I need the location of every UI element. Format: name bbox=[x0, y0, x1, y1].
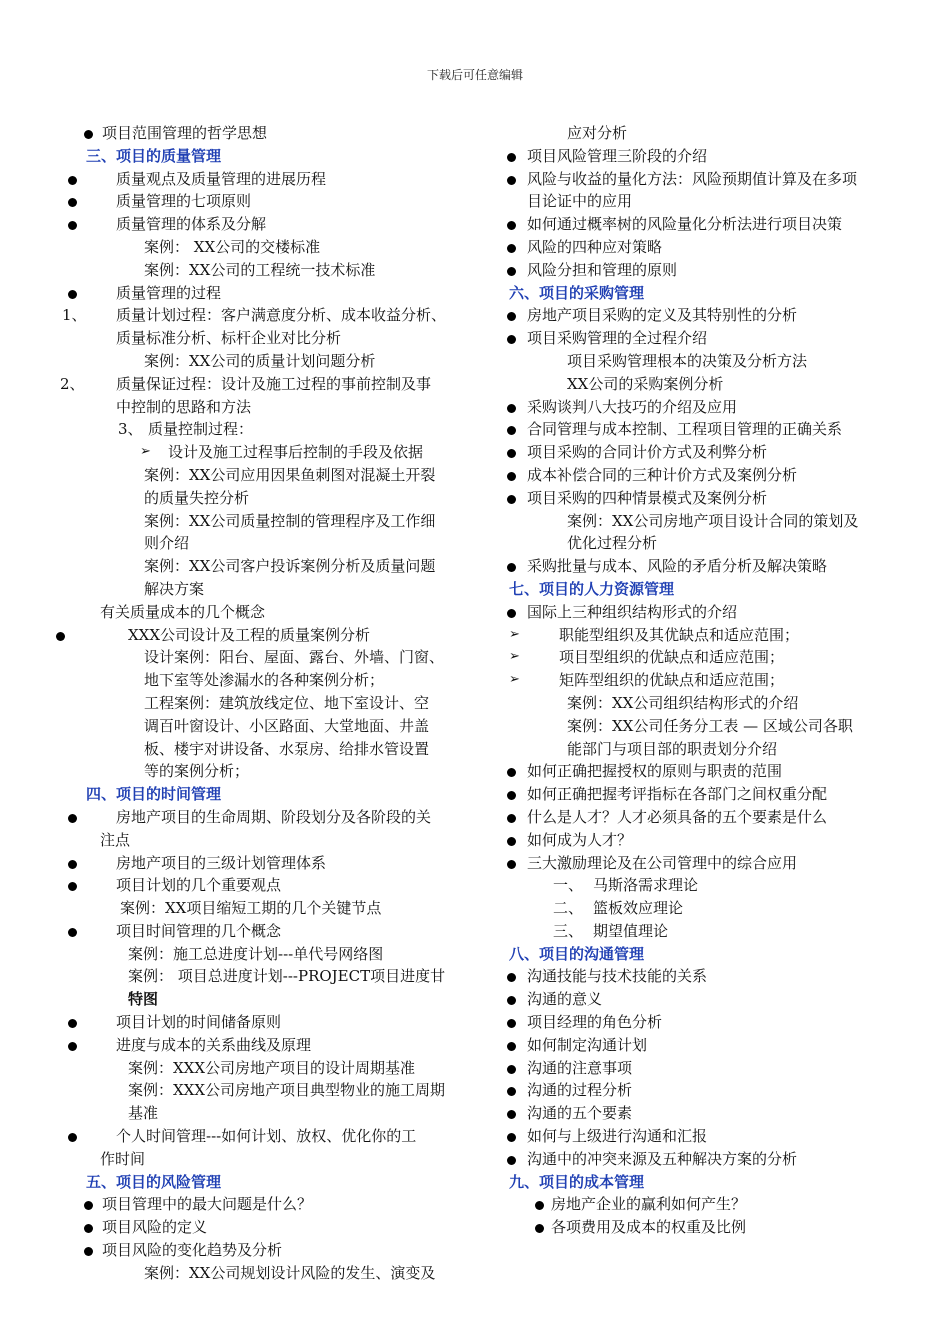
item-text: 地下室等处渗漏水的各种案例分析； bbox=[144, 671, 385, 690]
item-text: 质量控制过程： bbox=[148, 420, 254, 439]
bullet-item bbox=[54, 920, 464, 943]
item-text: 房地产项目采购的定义及其特别性的分析 bbox=[527, 306, 798, 325]
item-number: 3、 bbox=[118, 420, 143, 439]
bullet-icon bbox=[535, 1224, 544, 1233]
text-line bbox=[54, 988, 464, 1011]
section-title: 三、项目的质量管理 bbox=[86, 146, 222, 165]
item-text: 案例：XX公司房地产项目设计合同的策划及 bbox=[567, 511, 859, 530]
item-text: 质量标准分析、标杆企业对比分析 bbox=[116, 329, 342, 348]
text-line bbox=[54, 259, 464, 282]
bullet-icon bbox=[84, 1201, 93, 1210]
bullet-item bbox=[54, 282, 464, 305]
item-text: 案例：XXX公司房地产项目的设计周期基准 bbox=[128, 1058, 416, 1077]
item-text: 项目管理中的最大问题是什么？ bbox=[102, 1195, 313, 1214]
item-text: 三大激励理论及在公司管理中的综合应用 bbox=[527, 853, 798, 872]
bullet-icon bbox=[507, 426, 516, 435]
bullet-icon bbox=[507, 1019, 516, 1028]
bullet-item bbox=[505, 441, 890, 464]
bullet-icon bbox=[507, 1156, 516, 1165]
bullet-item bbox=[505, 601, 890, 624]
item-text: 项目时间管理的几个概念 bbox=[116, 921, 282, 940]
section-title: 九、项目的成本管理 bbox=[509, 1172, 645, 1191]
bullet-icon bbox=[507, 176, 516, 185]
numbered-item bbox=[505, 874, 890, 897]
item-text: 沟通的注意事项 bbox=[527, 1058, 633, 1077]
bullet-icon bbox=[68, 882, 77, 891]
item-text: 设计及施工过程事后控制的手段及依据 bbox=[168, 443, 424, 462]
bullet-item bbox=[505, 327, 890, 350]
bullet-icon bbox=[68, 1133, 77, 1142]
bullet-icon bbox=[507, 335, 516, 344]
item-text: 等的案例分析； bbox=[144, 762, 250, 781]
section-title: 五、项目的风险管理 bbox=[86, 1172, 222, 1191]
bullet-item bbox=[505, 259, 890, 282]
item-text: 质量管理的体系及分解 bbox=[116, 215, 267, 234]
item-text: 案例：XX公司组织结构形式的介绍 bbox=[567, 693, 799, 712]
item-text: 项目风险的定义 bbox=[102, 1218, 208, 1237]
item-text: 项目计划的几个重要观点 bbox=[116, 876, 282, 895]
item-text: 采购谈判八大技巧的介绍及应用 bbox=[527, 397, 738, 416]
item-text: 板、楼宇对讲设备、水泵房、给排水管设置 bbox=[144, 739, 430, 758]
item-text: 房地产企业的赢利如何产生？ bbox=[551, 1195, 747, 1214]
item-text: 能部门与项目部的职责划分介绍 bbox=[567, 739, 778, 758]
bullet-icon bbox=[507, 153, 516, 162]
text-line bbox=[505, 373, 890, 396]
bullet-icon bbox=[507, 244, 516, 253]
bullet-icon bbox=[507, 563, 516, 572]
section-heading bbox=[505, 1171, 890, 1194]
bullet-item bbox=[505, 1011, 890, 1034]
text-line bbox=[54, 327, 464, 350]
arrow-bullet-icon: ➢ bbox=[509, 672, 520, 688]
bullet-icon bbox=[507, 495, 516, 504]
bullet-icon bbox=[68, 860, 77, 869]
item-text: 案例： XX公司的交楼标准 bbox=[144, 237, 321, 256]
bullet-item bbox=[505, 760, 890, 783]
bullet-item bbox=[505, 487, 890, 510]
bullet-item bbox=[505, 1057, 890, 1080]
item-text: 作时间 bbox=[100, 1149, 146, 1168]
item-text: 如何成为人才？ bbox=[527, 830, 633, 849]
item-text: 如何正确把握授权的原则与职责的范围 bbox=[527, 762, 783, 781]
item-number: 一、 bbox=[553, 876, 584, 895]
item-text: 项目采购的合同计价方式及利弊分析 bbox=[527, 443, 768, 462]
section-heading bbox=[54, 1171, 464, 1194]
arrow-bullet-icon: ➢ bbox=[140, 444, 151, 460]
bullet-item bbox=[505, 145, 890, 168]
arrow-item bbox=[505, 646, 890, 669]
text-line bbox=[54, 965, 464, 988]
bullet-item bbox=[54, 1034, 464, 1057]
item-text: 项目范围管理的哲学思想 bbox=[102, 124, 268, 142]
item-text: 案例：XXX公司房地产项目典型物业的施工周期 bbox=[128, 1081, 446, 1100]
bullet-icon bbox=[507, 609, 516, 618]
item-text: 如何与上级进行沟通和汇报 bbox=[527, 1127, 708, 1146]
item-text: 案例：XX公司的质量计划问题分析 bbox=[144, 351, 376, 370]
bullet-icon bbox=[507, 837, 516, 846]
bullet-item bbox=[54, 852, 464, 875]
item-text: 国际上三种组织结构形式的介绍 bbox=[527, 602, 738, 621]
numbered-item bbox=[505, 920, 890, 943]
bullet-item bbox=[505, 1125, 890, 1148]
bullet-item bbox=[54, 1216, 464, 1239]
item-text: 注点 bbox=[100, 830, 131, 849]
item-text: XX公司的采购案例分析 bbox=[567, 374, 724, 393]
text-line bbox=[54, 738, 464, 761]
arrow-item bbox=[54, 441, 464, 464]
bullet-item bbox=[54, 1193, 464, 1216]
item-text: 期望值理论 bbox=[593, 921, 669, 940]
item-text: 沟通技能与技术技能的关系 bbox=[527, 967, 708, 986]
bullet-icon bbox=[507, 768, 516, 777]
text-line bbox=[54, 943, 464, 966]
item-text: 目论证中的应用 bbox=[527, 192, 633, 211]
item-text: 案例：XX项目缩短工期的几个关键节点 bbox=[120, 899, 382, 918]
text-line bbox=[54, 532, 464, 555]
bullet-item bbox=[505, 418, 890, 441]
item-number: 2、 bbox=[60, 374, 85, 393]
bullet-icon bbox=[507, 221, 516, 230]
bullet-item bbox=[54, 190, 464, 213]
item-text: 案例：XX公司客户投诉案例分析及质量问题 bbox=[144, 557, 436, 576]
item-text: 风险分担和管理的原则 bbox=[527, 260, 678, 279]
item-text: 项目采购的四种情景模式及案例分析 bbox=[527, 488, 768, 507]
bullet-item bbox=[505, 852, 890, 875]
bullet-item bbox=[505, 236, 890, 259]
item-text: 项目风险管理三阶段的介绍 bbox=[527, 146, 708, 165]
bullet-item bbox=[505, 783, 890, 806]
item-text: 有关质量成本的几个概念 bbox=[100, 602, 266, 621]
bullet-icon bbox=[68, 814, 77, 823]
text-line bbox=[54, 578, 464, 601]
bullet-icon bbox=[84, 130, 93, 139]
bullet-icon bbox=[68, 198, 77, 207]
page-header: 下载后可任意编辑 bbox=[426, 68, 523, 82]
item-text: 沟通中的冲突来源及五种解决方案的分析 bbox=[527, 1149, 798, 1168]
text-line bbox=[54, 1148, 464, 1171]
numbered-item bbox=[54, 304, 464, 327]
bullet-item bbox=[505, 396, 890, 419]
text-line bbox=[54, 487, 464, 510]
item-text: 项目采购管理根本的决策及分析方法 bbox=[567, 351, 808, 370]
item-number: 二、 bbox=[553, 899, 584, 918]
item-text: 沟通的意义 bbox=[527, 990, 603, 1009]
section-title: 七、项目的人力资源管理 bbox=[509, 579, 675, 598]
text-line bbox=[54, 669, 464, 692]
item-text: 应对分析 bbox=[567, 124, 628, 142]
bullet-icon bbox=[507, 860, 516, 869]
item-text: 项目型组织的优缺点和适应范围； bbox=[559, 648, 785, 667]
bullet-icon bbox=[68, 290, 77, 299]
bullet-item bbox=[54, 1125, 464, 1148]
bullet-item bbox=[54, 624, 464, 647]
item-text: 则介绍 bbox=[144, 534, 190, 553]
arrow-item bbox=[505, 624, 890, 647]
item-text: 房地产项目的生命周期、阶段划分及各阶段的关 bbox=[116, 807, 432, 826]
bullet-item bbox=[505, 829, 890, 852]
item-text: 案例：XX公司的工程统一技术标准 bbox=[144, 260, 376, 279]
bullet-item bbox=[505, 988, 890, 1011]
text-line bbox=[54, 897, 464, 920]
numbered-item bbox=[54, 418, 464, 441]
item-text: 设计案例：阳台、屋面、露台、外墙、门窗、 bbox=[144, 648, 445, 667]
bullet-icon bbox=[68, 928, 77, 937]
bullet-item bbox=[54, 806, 464, 829]
bullet-icon bbox=[68, 1042, 77, 1051]
text-line bbox=[505, 122, 890, 145]
text-line bbox=[54, 350, 464, 373]
text-line bbox=[54, 829, 464, 852]
text-line bbox=[54, 1079, 464, 1102]
bullet-item bbox=[505, 1034, 890, 1057]
bullet-icon bbox=[507, 1087, 516, 1096]
bullet-icon bbox=[68, 176, 77, 185]
bullet-icon bbox=[68, 221, 77, 230]
text-line bbox=[505, 510, 890, 533]
item-number: 三、 bbox=[553, 921, 584, 940]
item-text: 项目风险的变化趋势及分析 bbox=[102, 1241, 283, 1260]
bullet-icon bbox=[507, 973, 516, 982]
bullet-item bbox=[54, 874, 464, 897]
bullet-icon bbox=[507, 472, 516, 481]
section-title: 八、项目的沟通管理 bbox=[509, 944, 645, 963]
arrow-bullet-icon: ➢ bbox=[509, 649, 520, 665]
text-line bbox=[54, 396, 464, 419]
bullet-item bbox=[505, 1102, 890, 1125]
bullet-icon bbox=[507, 449, 516, 458]
bullet-item bbox=[54, 1239, 464, 1262]
bullet-item bbox=[505, 464, 890, 487]
section-heading bbox=[505, 282, 890, 305]
item-text: 解决方案 bbox=[144, 579, 205, 598]
text-line bbox=[54, 555, 464, 578]
item-text: 质量管理的七项原则 bbox=[116, 192, 252, 211]
bullet-item bbox=[505, 1148, 890, 1171]
bullet-icon bbox=[507, 996, 516, 1005]
item-text: 项目经理的角色分析 bbox=[527, 1013, 663, 1032]
bullet-icon bbox=[507, 1110, 516, 1119]
item-text: 职能型组织及其优缺点和适应范围； bbox=[559, 625, 800, 644]
item-text: 质量计划过程：客户满意度分析、成本收益分析、 bbox=[116, 306, 447, 325]
item-text: 调百叶窗设计、小区路面、大堂地面、井盖 bbox=[144, 716, 430, 735]
item-text: 优化过程分析 bbox=[567, 534, 658, 553]
item-text: 案例：施工总进度计划---单代号网络图 bbox=[128, 944, 384, 963]
item-text: 案例： 项目总进度计划---PROJECT项目进度甘 bbox=[128, 967, 446, 986]
text-line bbox=[54, 1057, 464, 1080]
item-text: 案例：XX公司任务分工表 — 区域公司各职 bbox=[567, 716, 853, 735]
bullet-icon bbox=[507, 267, 516, 276]
bullet-icon bbox=[507, 404, 516, 413]
item-text: 项目采购管理的全过程介绍 bbox=[527, 329, 708, 348]
text-line bbox=[54, 715, 464, 738]
bullet-item bbox=[54, 122, 464, 145]
text-line bbox=[505, 715, 890, 738]
item-text: 特图 bbox=[128, 990, 159, 1009]
item-text: 什么是人才？人才必须具备的五个要素是什么 bbox=[527, 807, 828, 826]
text-line bbox=[505, 190, 890, 213]
right-column bbox=[505, 122, 890, 1239]
item-text: 基准 bbox=[128, 1104, 159, 1123]
bullet-icon bbox=[84, 1247, 93, 1256]
text-line bbox=[54, 760, 464, 783]
item-text: 房地产项目的三级计划管理体系 bbox=[116, 853, 327, 872]
text-line bbox=[505, 350, 890, 373]
item-text: 质量管理的过程 bbox=[116, 283, 222, 302]
arrow-item bbox=[505, 669, 890, 692]
item-text: 矩阵型组织的优缺点和适应范围； bbox=[559, 671, 785, 690]
bullet-icon bbox=[68, 1019, 77, 1028]
item-text: 风险与收益的量化方法：风险预期值计算及在多项 bbox=[527, 169, 858, 188]
bullet-item bbox=[54, 1011, 464, 1034]
bullet-icon bbox=[535, 1201, 544, 1210]
arrow-bullet-icon: ➢ bbox=[509, 626, 520, 642]
text-line bbox=[54, 510, 464, 533]
section-heading bbox=[54, 145, 464, 168]
item-text: 合同管理与成本控制、工程项目管理的正确关系 bbox=[527, 420, 843, 439]
bullet-item bbox=[505, 555, 890, 578]
bullet-icon bbox=[507, 814, 516, 823]
bullet-item bbox=[505, 213, 890, 236]
bullet-icon bbox=[507, 312, 516, 321]
item-text: 案例：XX公司规划设计风险的发生、演变及 bbox=[144, 1263, 436, 1282]
item-text: 如何制定沟通计划 bbox=[527, 1035, 648, 1054]
item-text: 项目计划的时间储备原则 bbox=[116, 1013, 282, 1032]
numbered-item bbox=[54, 373, 464, 396]
section-heading bbox=[54, 783, 464, 806]
bullet-icon bbox=[84, 1224, 93, 1233]
text-line bbox=[54, 646, 464, 669]
item-text: 采购批量与成本、风险的矛盾分析及解决策略 bbox=[527, 557, 828, 576]
item-text: 工程案例：建筑放线定位、地下室设计、空 bbox=[144, 693, 430, 712]
text-line bbox=[54, 464, 464, 487]
item-text: 案例：XX公司应用因果鱼刺图对混凝土开裂 bbox=[144, 465, 436, 484]
bullet-icon bbox=[507, 1065, 516, 1074]
item-text: 风险的四种应对策略 bbox=[527, 237, 663, 256]
item-text: 中控制的思路和方法 bbox=[116, 397, 252, 416]
item-text: 如何正确把握考评指标在各部门之间权重分配 bbox=[527, 785, 828, 804]
text-line bbox=[54, 1102, 464, 1125]
text-line bbox=[505, 532, 890, 555]
bullet-item bbox=[505, 1216, 890, 1239]
item-text: 沟通的五个要素 bbox=[527, 1104, 633, 1123]
text-line bbox=[54, 692, 464, 715]
text-line bbox=[505, 738, 890, 761]
bullet-icon bbox=[507, 1133, 516, 1142]
item-text: 如何通过概率树的风险量化分析法进行项目决策 bbox=[527, 215, 843, 234]
bullet-icon bbox=[56, 632, 65, 641]
bullet-item bbox=[505, 806, 890, 829]
item-text: 质量观点及质量管理的进展历程 bbox=[116, 169, 327, 188]
text-line bbox=[54, 1262, 464, 1285]
section-title: 六、项目的采购管理 bbox=[509, 283, 645, 302]
bullet-icon bbox=[507, 1042, 516, 1051]
item-text: 成本补偿合同的三种计价方式及案例分析 bbox=[527, 465, 798, 484]
numbered-item bbox=[505, 897, 890, 920]
item-text: 马斯洛需求理论 bbox=[593, 876, 699, 895]
item-number: 1、 bbox=[62, 306, 87, 325]
item-text: 篮板效应理论 bbox=[593, 899, 684, 918]
item-text: 质量保证过程：设计及施工过程的事前控制及事 bbox=[116, 374, 432, 393]
bullet-icon bbox=[507, 791, 516, 800]
section-title: 四、项目的时间管理 bbox=[86, 785, 222, 804]
text-line bbox=[54, 236, 464, 259]
section-heading bbox=[505, 578, 890, 601]
bullet-item bbox=[505, 965, 890, 988]
bullet-item bbox=[505, 304, 890, 327]
text-line bbox=[54, 601, 464, 624]
bullet-item bbox=[54, 168, 464, 191]
item-text: 各项费用及成本的权重及比例 bbox=[551, 1218, 747, 1237]
item-text: 个人时间管理---如何计划、放权、优化你的工 bbox=[116, 1127, 417, 1146]
section-heading bbox=[505, 943, 890, 966]
text-line bbox=[505, 692, 890, 715]
left-column bbox=[54, 122, 464, 1285]
item-text: XXX公司设计及工程的质量案例分析 bbox=[128, 625, 371, 644]
bullet-item bbox=[505, 1193, 890, 1216]
item-text: 的质量失控分析 bbox=[144, 488, 250, 507]
bullet-item bbox=[505, 1079, 890, 1102]
item-text: 案例：XX公司质量控制的管理程序及工作细 bbox=[144, 511, 436, 530]
item-text: 沟通的过程分析 bbox=[527, 1081, 633, 1100]
bullet-item bbox=[505, 168, 890, 191]
item-text: 进度与成本的关系曲线及原理 bbox=[116, 1035, 312, 1054]
bullet-item bbox=[54, 213, 464, 236]
